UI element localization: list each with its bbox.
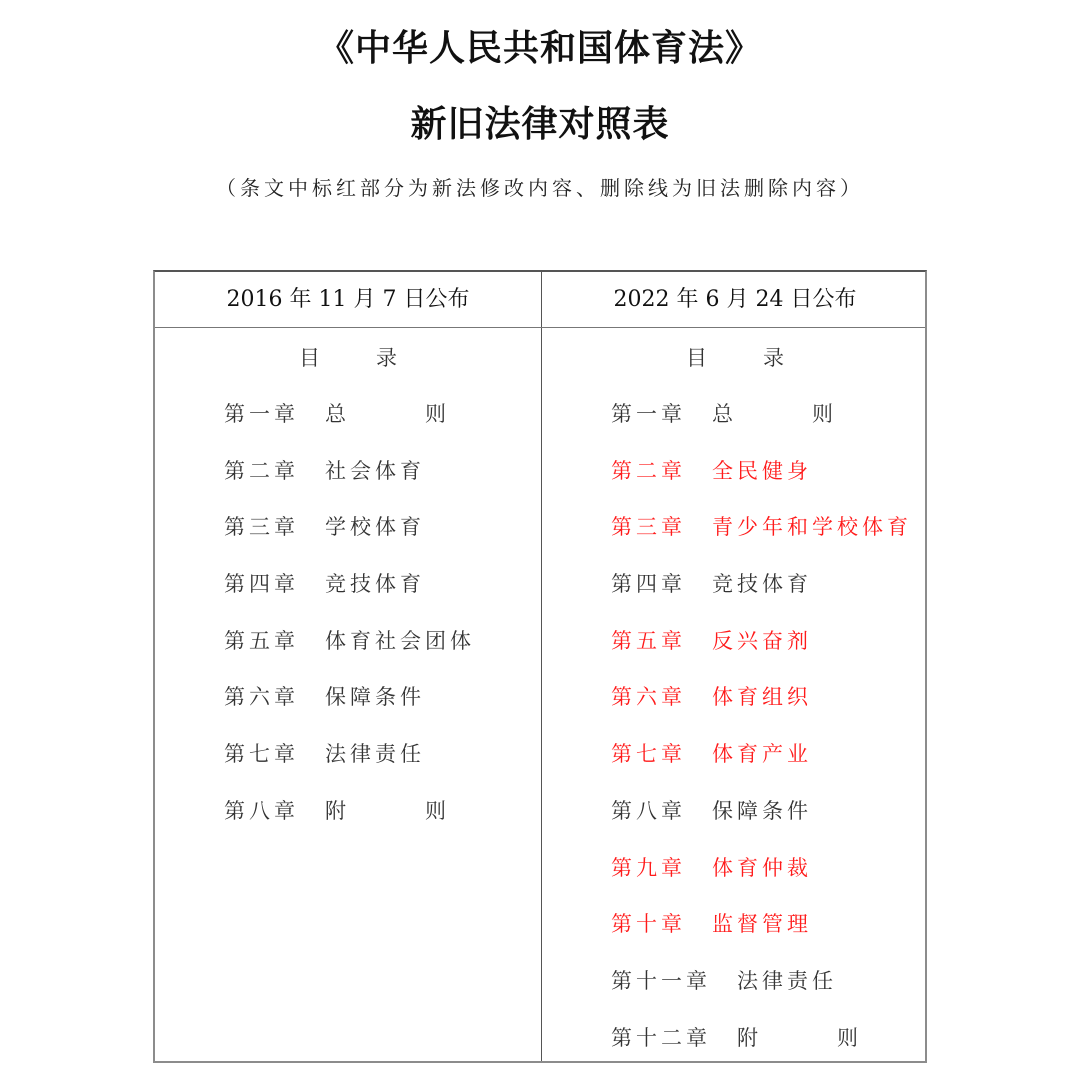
chapter-number: 第七章 (611, 742, 686, 767)
chapter-name: 体育社会团体 (325, 628, 475, 653)
chapter-row (542, 613, 928, 670)
chapter-name: 体育产业 (712, 742, 812, 767)
chapter-row (542, 499, 928, 556)
toc-heading-char: 目 (686, 346, 707, 370)
document-title: 《中华人民共和国体育法》 (317, 28, 762, 69)
chapter-name: 总 则 (712, 402, 837, 426)
chapter-row (542, 1010, 928, 1067)
old-chapter-list (155, 386, 541, 840)
chapter-name: 监督管理 (712, 912, 812, 937)
chapter-number: 第五章 (224, 628, 299, 653)
chapter-row (542, 726, 928, 783)
chapter-number: 第三章 (224, 515, 299, 540)
chapter-row (542, 896, 928, 953)
toc-heading-char: 录 (376, 346, 397, 370)
chapter-number: 第一章 (611, 402, 686, 426)
chapter-row (542, 840, 928, 897)
new-law-column (542, 330, 928, 1066)
chapter-name: 保障条件 (325, 685, 425, 710)
chapter-number: 第八章 (224, 798, 299, 823)
chapter-number: 第六章 (224, 685, 299, 710)
chapter-name: 法律责任 (737, 968, 837, 993)
chapter-row (542, 669, 928, 726)
chapter-row (542, 443, 928, 500)
old-law-column (155, 330, 541, 840)
new-chapter-list (542, 386, 928, 1066)
toc-heading-char: 录 (763, 346, 784, 370)
chapter-number: 第七章 (224, 742, 299, 767)
chapter-number: 第九章 (611, 855, 686, 880)
toc-heading (542, 330, 928, 386)
chapter-number: 第十二章 (611, 1025, 711, 1050)
comparison-table (153, 270, 927, 1063)
chapter-name: 全民健身 (712, 458, 812, 483)
chapter-name: 法律责任 (325, 742, 425, 767)
chapter-name: 竞技体育 (712, 572, 812, 597)
chapter-name: 社会体育 (325, 458, 425, 483)
chapter-name: 总 则 (325, 402, 450, 426)
chapter-name: 附 则 (325, 798, 450, 823)
chapter-name: 体育仲裁 (712, 855, 812, 880)
chapter-number: 第三章 (611, 515, 686, 540)
chapter-row (542, 556, 928, 613)
chapter-name: 学校体育 (325, 515, 425, 540)
chapter-row (155, 669, 541, 726)
toc-heading (155, 330, 541, 386)
chapter-name: 青少年和学校体育 (712, 515, 912, 540)
header-old-law: 2016 年 11 月 7 日公布 (226, 287, 470, 312)
chapter-row (155, 783, 541, 840)
chapter-number: 第二章 (611, 458, 686, 483)
chapter-number: 第四章 (611, 572, 686, 597)
chapter-row (542, 386, 928, 443)
chapter-row (155, 613, 541, 670)
chapter-number: 第二章 (224, 458, 299, 483)
chapter-name: 反兴奋剂 (712, 628, 812, 653)
chapter-number: 第一章 (224, 402, 299, 426)
chapter-number: 第十章 (611, 912, 686, 937)
chapter-name: 体育组织 (712, 685, 812, 710)
chapter-name: 附 则 (737, 1025, 862, 1050)
chapter-number: 第四章 (224, 572, 299, 597)
chapter-row (155, 386, 541, 443)
chapter-name: 保障条件 (712, 798, 812, 823)
document-subtitle-heading: 新旧法律对照表 (410, 104, 670, 145)
chapter-row (155, 499, 541, 556)
chapter-row (155, 443, 541, 500)
chapter-number: 第六章 (611, 685, 686, 710)
chapter-name: 竞技体育 (325, 572, 425, 597)
chapter-row (155, 726, 541, 783)
header-new-law: 2022 年 6 月 24 日公布 (613, 287, 857, 312)
document-note: （条文中标红部分为新法修改内容、删除线为旧法删除内容） (216, 176, 864, 200)
chapter-number: 第十一章 (611, 968, 711, 993)
chapter-number: 第五章 (611, 628, 686, 653)
chapter-number: 第八章 (611, 798, 686, 823)
chapter-row (542, 953, 928, 1010)
chapter-row (155, 556, 541, 613)
toc-heading-char: 目 (299, 346, 320, 370)
chapter-row (542, 783, 928, 840)
